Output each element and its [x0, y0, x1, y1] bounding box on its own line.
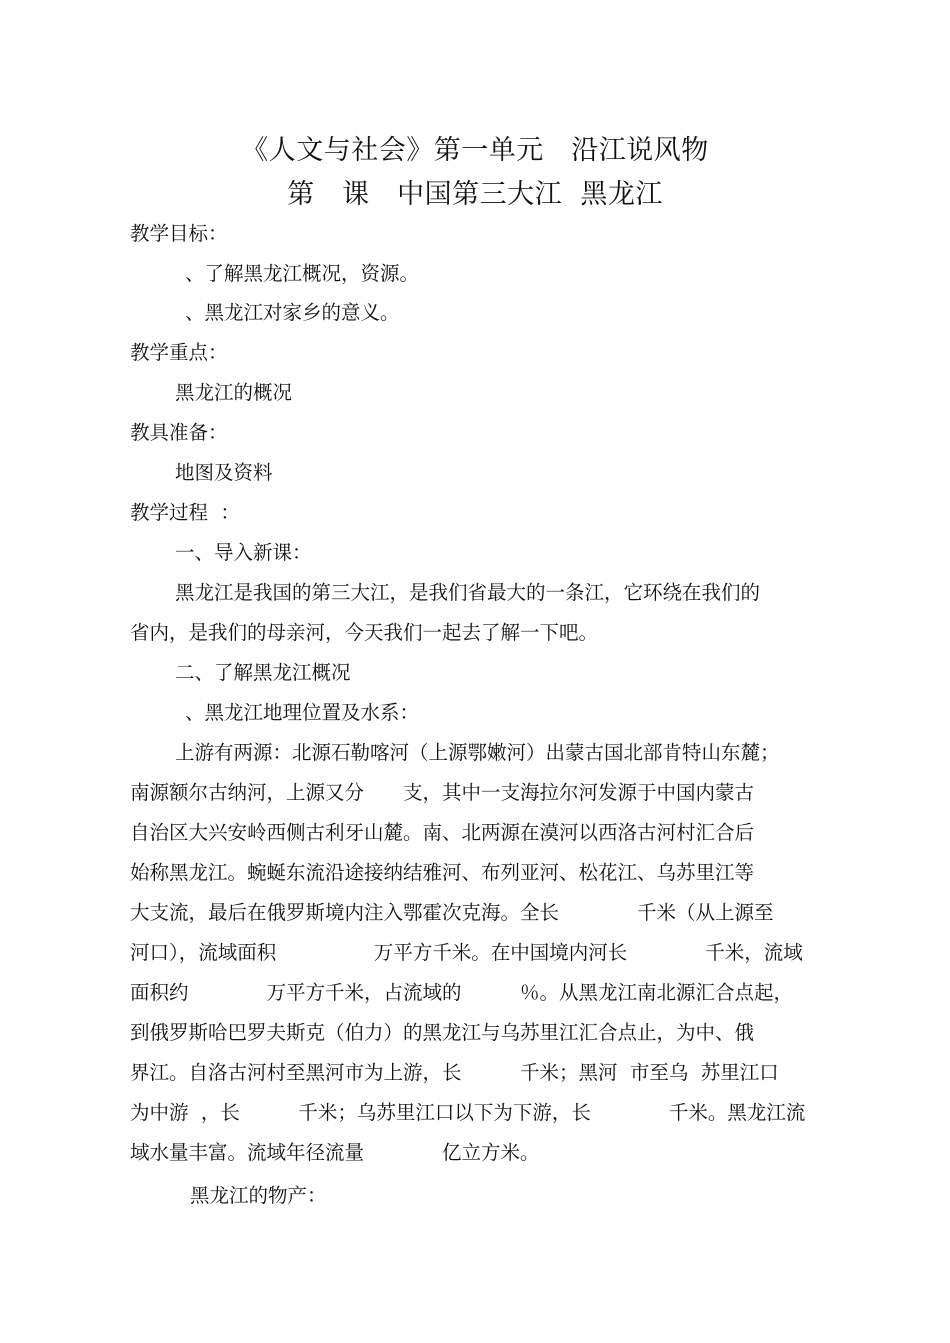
paragraph-line: 到俄罗斯哈巴罗夫斯克（伯力）的黑龙江与乌苏里江汇合点止，为中、俄 — [130, 1021, 755, 1044]
sub-heading-geography: 、黑龙江地理位置及水系： — [185, 701, 420, 724]
paragraph-line: 上游有两源：北源石勒喀河（上源鄂嫩河）出蒙古国北部肯特山东麓； — [175, 741, 780, 764]
lesson-title: 第 课 中国第三大江 黑龙江 — [287, 179, 663, 210]
paragraph-line: 河口），流域面积 万平方千米。在中国境内河长 千米，流域 — [130, 941, 803, 964]
process-heading: 教学过程 ： — [130, 501, 240, 524]
step-2-heading: 二、了解黑龙江概况 — [175, 661, 351, 684]
step-1-heading: 一、导入新课： — [175, 541, 312, 564]
goal-item-2: 、黑龙江对家乡的意义。 — [185, 301, 400, 324]
paragraph-line: 黑龙江是我国的第三大江，是我们省最大的一条江，它环绕在我们的 — [175, 581, 761, 604]
tools-text: 地图及资料 — [175, 461, 273, 484]
paragraph-line: 界江。自洛古河村至黑河市为上游，长 千米；黑河 市至乌 苏里江口 — [130, 1061, 779, 1084]
paragraph-line: 为中游 ，长 千米；乌苏里江口以下为下游，长 千米。黑龙江流 — [130, 1101, 806, 1124]
goals-heading: 教学目标： — [130, 222, 228, 245]
goal-item-1: 、了解黑龙江概况，资源。 — [185, 262, 420, 285]
paragraph-line: 域水量丰富。流域年径流量 亿立方米。 — [130, 1141, 540, 1164]
key-heading: 教学重点： — [130, 341, 228, 364]
paragraph-line: 大支流，最后在俄罗斯境内注入鄂霍次克海。全长 千米（从上源至 — [130, 901, 774, 924]
sub-heading-products: 黑龙江的物产： — [190, 1184, 327, 1207]
paragraph-line: 自治区大兴安岭西侧古利牙山麓。南、北两源在漠河以西洛古河村汇合后 — [130, 821, 755, 844]
tools-heading: 教具准备： — [130, 421, 228, 444]
key-point: 黑龙江的概况 — [175, 381, 293, 404]
paragraph-line: 始称黑龙江。蜿蜒东流沿途接纳结雅河、布列亚河、松花江、乌苏里江等 — [130, 861, 755, 884]
document-title: 《人文与社会》第一单元 沿江说风物 — [241, 135, 709, 166]
paragraph-line: 面积约 万平方千米，占流域的 ％。从黑龙江南北源汇合点起， — [130, 981, 794, 1004]
paragraph-line: 南源额尔古纳河，上源又分 支，其中一支海拉尔河发源于中国内蒙古 — [130, 781, 755, 804]
paragraph-line: 省内，是我们的母亲河，今天我们一起去了解一下吧。 — [130, 621, 599, 644]
